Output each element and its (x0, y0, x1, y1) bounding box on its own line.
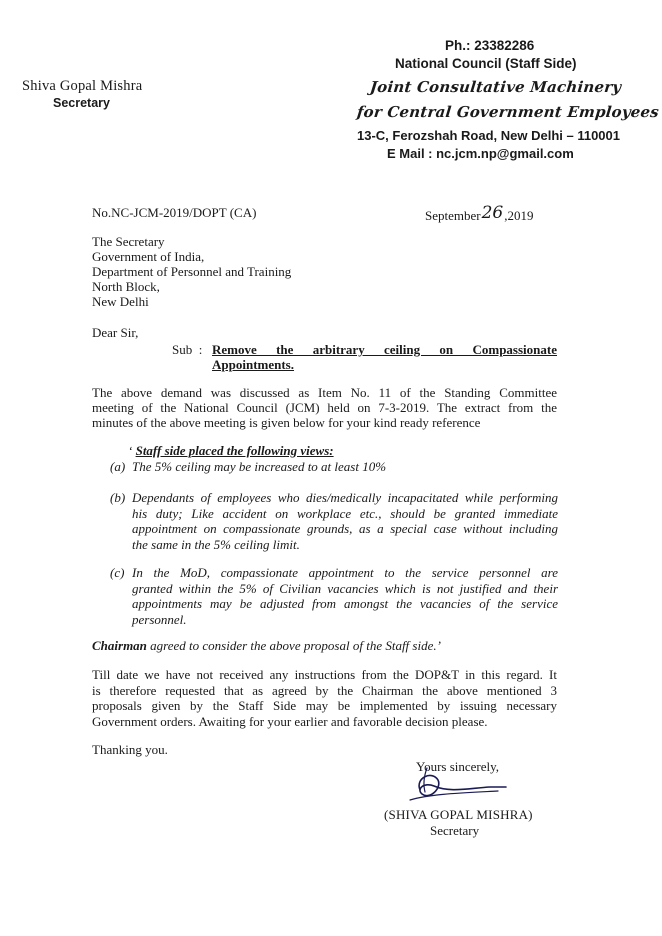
extract-item-line: his duty; Like accident on workplace etc., should be granted immediate (132, 505, 558, 521)
paragraph-line: proposals given by the Staff Side may be implemented by issuing necessary (92, 698, 557, 713)
subject-line-2: Appointments. (212, 357, 294, 372)
paragraph-line: Till date we have not received any instructions from the DOP&T in this regard. It (92, 667, 557, 682)
chairman-decision (92, 638, 441, 654)
paragraph-line: The above demand was discussed as Item No. 11 of the Standing Committee (92, 385, 557, 400)
extract-item-line: appointments may be adjusted from amongst the vacancies of the service (132, 596, 558, 611)
date-year: ,2019 (504, 208, 534, 223)
extract-heading (128, 443, 334, 459)
paragraph-line: is therefore requested that as agreed by the Chairman the above mentioned 3 (92, 682, 557, 698)
recipient-line: North Block, (92, 279, 160, 294)
signatory-name: (SHIVA GOPAL MISHRA) (384, 807, 533, 822)
extract-item (132, 565, 558, 627)
closing-line: Thanking you. (92, 742, 168, 757)
paragraph-line: minutes of the above meeting is given below for your kind ready reference (92, 415, 481, 430)
date-month: September (425, 208, 481, 223)
paragraph-line: meeting of the National Council (JCM) held on 7-3-2019. The extract from the (92, 400, 557, 415)
extract-heading-text: Staff side placed the following views: (135, 443, 334, 458)
subject-line-1: Remove the arbitrary ceiling on Compassionate (212, 342, 557, 357)
recipient-line: Department of Personnel and Training (92, 264, 292, 279)
extract-item (132, 459, 558, 474)
extract-item-line: Dependants of employees who dies/medically incapacitated while performing (132, 490, 558, 505)
extract-item-label: (b) (110, 490, 126, 505)
valediction: Yours sincerely, (416, 759, 500, 774)
chairman-label: Chairman (92, 638, 147, 653)
contact-email: E Mail : nc.jcm.np@gmail.com (387, 146, 574, 161)
letterhead-script-line1: Joint Consultative Machinery (369, 78, 623, 96)
quote-open: ‘ (128, 443, 133, 458)
extract-item-label: (c) (110, 565, 125, 580)
extract-item-line: the same in the 5% ceiling limit. (132, 536, 300, 552)
recipient-line: The Secretary (92, 234, 165, 249)
handwritten-signature (380, 760, 520, 810)
sender-title: Secretary (53, 96, 110, 110)
chairman-text: agreed to consider the above proposal of the Staff side.’ (146, 638, 441, 653)
extract-item-line: granted within the 5% of Civilian vacancies which is not justified and their (132, 580, 558, 596)
date-day-handwritten: 26 (481, 203, 504, 223)
extract-item-line: The 5% ceiling may be increased to at least 10% (132, 459, 387, 474)
signatory-title: Secretary (430, 823, 480, 838)
organization-name: National Council (Staff Side) (395, 56, 577, 71)
recipient-line: New Delhi (92, 294, 149, 309)
subject-label: Sub : (172, 342, 203, 357)
sender-name: Shiva Gopal Mishra (22, 78, 143, 94)
paragraph-intro (92, 385, 557, 430)
extract-item-line: In the MoD, compassionate appointment to the service personnel are (132, 565, 558, 580)
paragraph-request (92, 667, 557, 729)
reference-number: No.NC-JCM-2019/DOPT (CA) (92, 205, 257, 220)
office-address: 13-C, Ferozshah Road, New Delhi – 110001 (357, 128, 620, 143)
letterhead-script-line2: for Central Government Employees (356, 103, 660, 121)
extract-item-label: (a) (110, 459, 126, 474)
phone-number: Ph.: 23382286 (445, 38, 535, 53)
salutation: Dear Sir, (92, 325, 139, 340)
recipient-address (92, 234, 291, 309)
extract-item-line: personnel. (132, 611, 187, 627)
letter-date (425, 205, 533, 225)
paragraph-line: Government orders. Awaiting for your earlier and favorable decision please. (92, 713, 488, 729)
extract-item-line: appointment on compassionate grounds, as a special case without including (132, 521, 558, 536)
recipient-line: Government of India, (92, 249, 205, 264)
extract-item (132, 490, 558, 552)
